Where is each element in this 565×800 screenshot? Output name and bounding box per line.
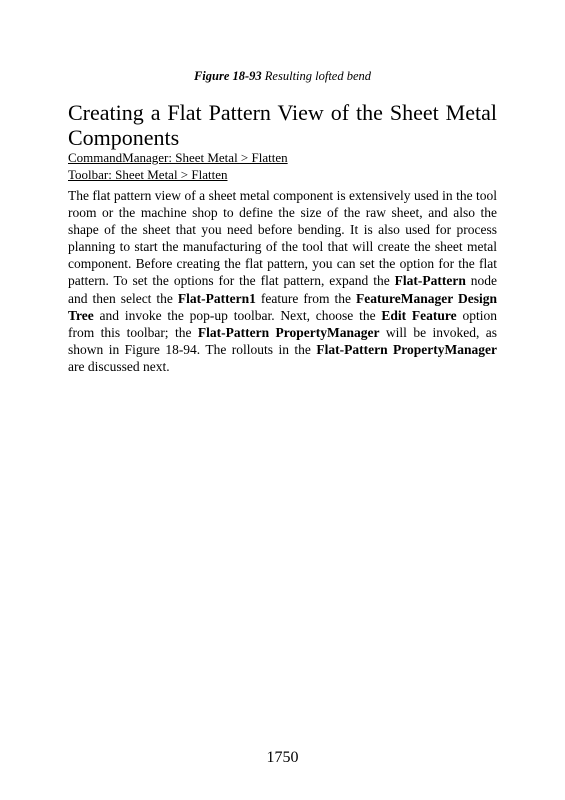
body-text-segment: node and then select the: [68, 273, 497, 306]
toolbar-path: Toolbar: Sheet Metal > Flatten: [68, 167, 228, 182]
figure-caption: [0, 69, 565, 84]
body-paragraph: [68, 187, 497, 375]
body-text-segment: and invoke the pop-up toolbar. Next, choose the: [93, 307, 382, 323]
figure-number: Figure 18-93: [193, 69, 262, 83]
command-manager-path: CommandManager: Sheet Metal > Flatten: [68, 150, 288, 165]
bold-term-flat-pattern-propertymanager: Flat-Pattern PropertyManager: [316, 341, 497, 357]
section-title: Creating a Flat Pattern View of the Sheet Metal Components: [68, 100, 497, 150]
body-text-segment: option from this toolbar; the: [68, 307, 497, 340]
bold-term-featuremanager-design-tree: FeatureManager Design Tree: [68, 290, 497, 323]
body-text-segment: feature from the: [255, 290, 357, 306]
bold-term-edit-feature: Edit Feature: [381, 307, 457, 323]
bold-term-flat-pattern: Flat-Pattern: [394, 273, 466, 289]
body-text-segment: will be invoked, as shown in Figure 18-94. The rollouts in the: [68, 324, 498, 357]
figure-caption-text: Resulting lofted bend: [261, 69, 372, 83]
bold-term-flat-pattern1: Flat-Pattern1: [177, 290, 256, 306]
bold-term-flat-pattern-propertymanager: Flat-Pattern PropertyManager: [197, 324, 380, 340]
body-text-segment: are discussed next.: [68, 358, 170, 374]
body-text-segment: The flat pattern view of a sheet metal component is extensively used in the tool room or the machine shop to define the size of the raw sheet, and also the shape of the sheet that you need before bending. It is also used for process planning to start the manufacturing of the tool that will create the sheet metal component. Before creating the flat pattern, you can set the option for the flat pattern. To set the options for the flat pattern, expand the: [68, 188, 497, 289]
page-number: 1750: [266, 749, 299, 766]
